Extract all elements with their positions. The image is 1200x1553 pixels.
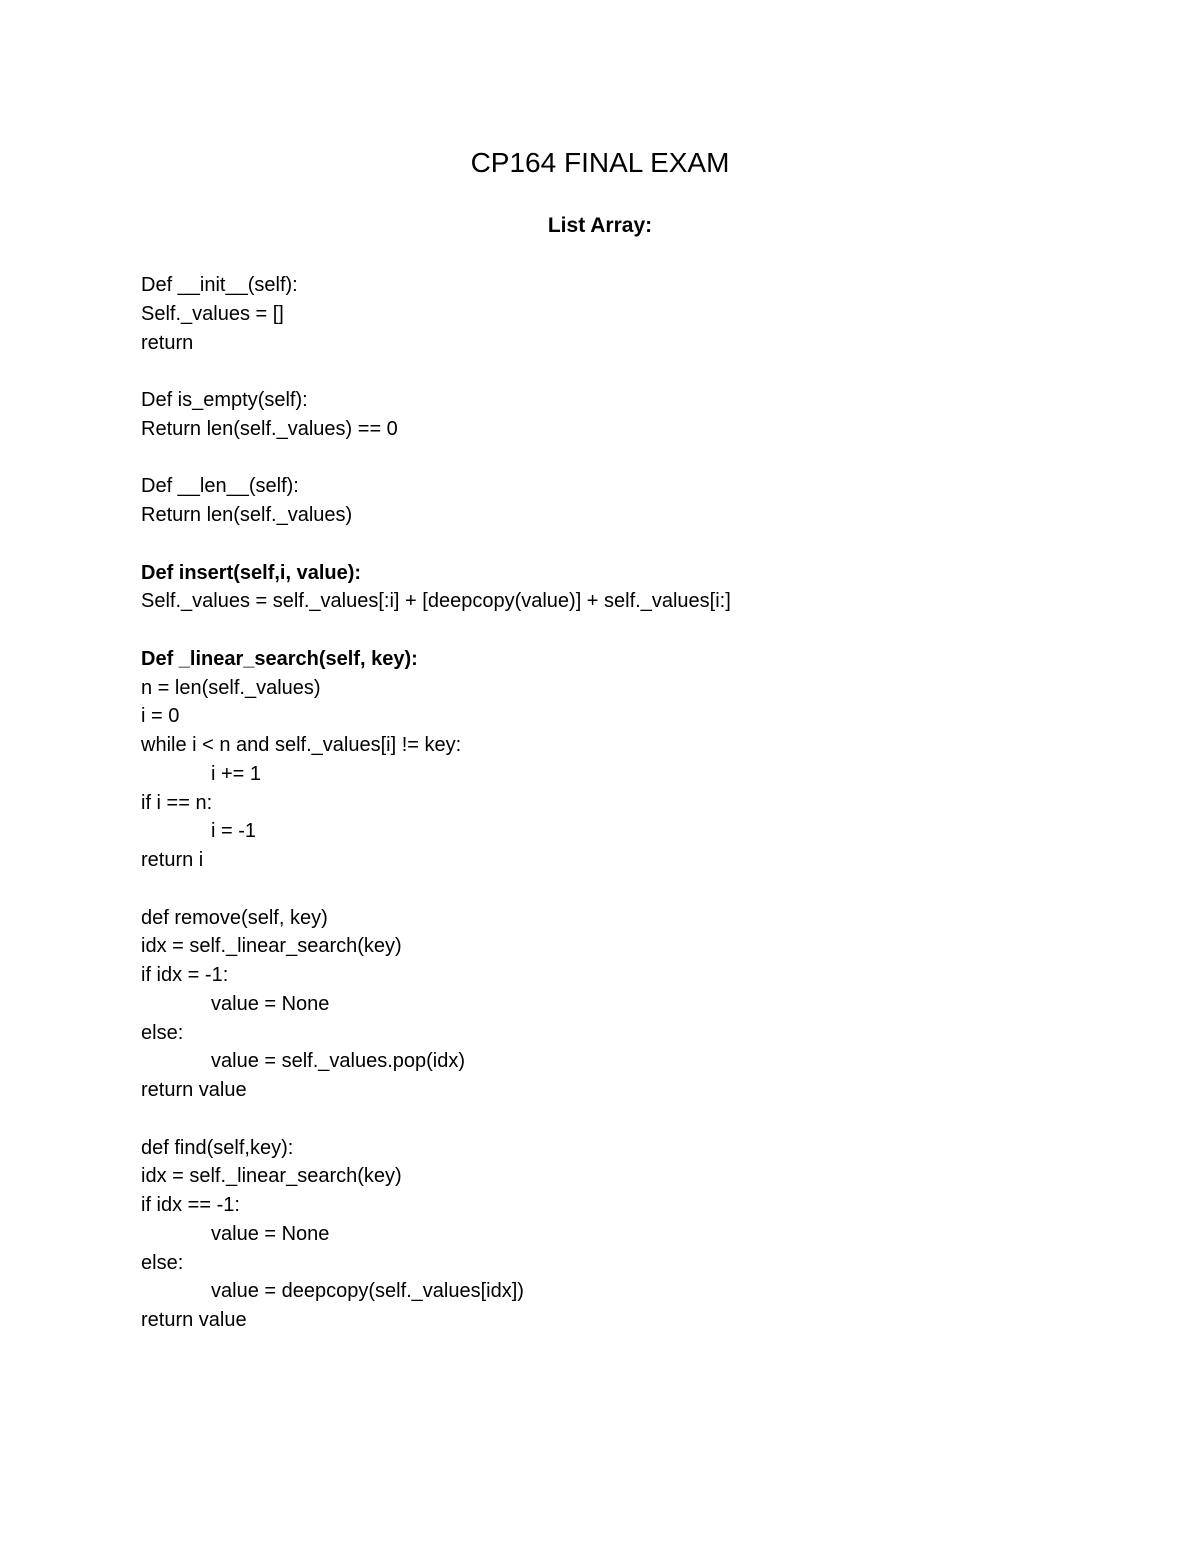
code-line: idx = self._linear_search(key) [141,935,402,958]
code-line: i += 1 [211,762,262,785]
blank-line [141,444,1141,473]
blank-line [141,530,1141,559]
code-line: def remove(self, key) [141,906,328,929]
code-line: Return len(self._values) [141,504,353,526]
code-line: value = None [211,992,330,1015]
code-line: i = 0 [141,705,180,728]
code-line: value = None [211,1222,330,1245]
code-line: value = deepcopy(self._values[idx]) [211,1280,524,1303]
page-title: CP164 FINAL EXAM [470,147,730,178]
blank-line [141,616,1141,645]
code-line: idx = self._linear_search(key) [141,1165,402,1188]
code-line: Return len(self._values) == 0 [141,417,398,440]
section-heading: List Array: [547,214,653,237]
code-line: return value [141,1079,247,1101]
code-line: Def __len__(self): [141,475,299,498]
code-line: if idx == -1: [141,1194,240,1216]
code-line: else: [141,1251,184,1274]
code-line: if i == n: [141,791,213,814]
blank-line [141,875,1141,904]
code-line: return value [141,1309,247,1331]
code-line: Self._values = self._values[:i] + [deepcopy(value)] + self._values[i:] [141,590,731,613]
code-line: value = self._values.pop(idx) [211,1050,466,1073]
code-line: Self._values = [] [141,302,284,325]
code-line: def find(self,key): [141,1136,294,1159]
code-line: Def _linear_search(self, key): [141,647,418,670]
code-line: i = -1 [211,820,257,843]
code-line: Def insert(self,i, value): [141,561,362,584]
code-block [141,271,1141,1335]
code-line: n = len(self._values) [141,676,321,699]
code-line: return i [141,849,204,871]
code-line: else: [141,1021,184,1044]
code-line: if idx = -1: [141,964,229,986]
blank-line [141,1105,1141,1134]
code-line: while i < n and self._values[i] != key: [141,734,462,756]
blank-line [141,357,1141,386]
code-line: Def __init__(self): [141,274,298,296]
code-line: return [141,331,194,354]
code-line: Def is_empty(self): [141,389,308,411]
